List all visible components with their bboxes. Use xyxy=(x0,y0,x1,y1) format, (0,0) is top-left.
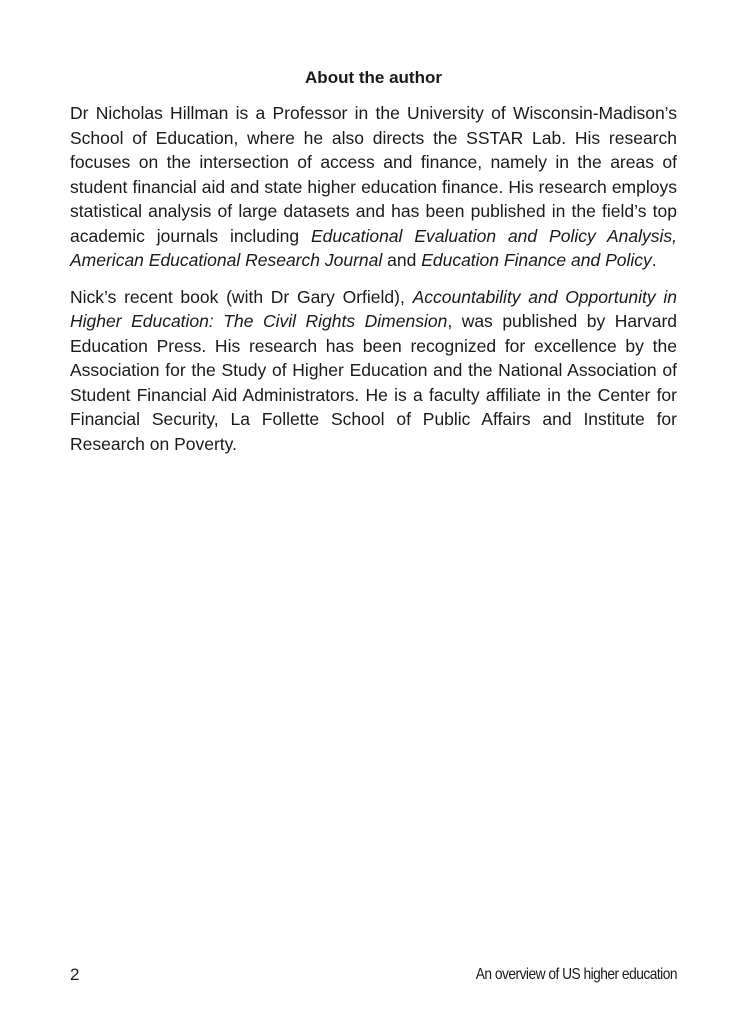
page-number: 2 xyxy=(70,965,80,984)
page xyxy=(70,0,677,1024)
bio-p1-text-2: and xyxy=(382,250,422,270)
author-bio xyxy=(70,101,677,468)
bio-paragraph-1 xyxy=(70,101,677,273)
bio-p2-text-2: , was published by Harvard Education Press. His research has been recognized for excellence by the Association for the Study of Higher Education and the National Association of Student Financial Aid Administrators. He is a faculty affiliate in the Center for Financial Security, La Follette School of Public Affairs and Institute for Research on Poverty. xyxy=(70,311,678,454)
running-title: An overview of US higher education xyxy=(475,966,677,983)
bio-paragraph-2 xyxy=(70,285,677,457)
section-heading: About the author xyxy=(305,68,442,87)
bio-p2-text-1: Nick’s recent book (with Dr Gary Orfield), xyxy=(70,286,413,307)
bio-p1-text-1: Dr Nicholas Hillman is a Professor in the University of Wisconsin-Madison’s School of Education, where he also directs the SSTAR Lab. His research focuses on the intersection of access and finance, namely in the areas of student financial aid and state higher education finance. His research employs statistical analysis of large datasets and has been published in the field’s top academic journals including xyxy=(70,103,677,246)
bio-p2-book-title: Accountability and Opportunity in Higher Education: The Civil Rights Dimension xyxy=(70,286,678,331)
bio-p1-text-3: . xyxy=(651,250,657,270)
page-footer xyxy=(70,963,677,987)
bio-p1-journals: Educational Evaluation and Policy Analysis, American Educational Research Journal xyxy=(70,225,678,270)
bio-p1-journal-last: Education Finance and Policy xyxy=(421,250,652,270)
